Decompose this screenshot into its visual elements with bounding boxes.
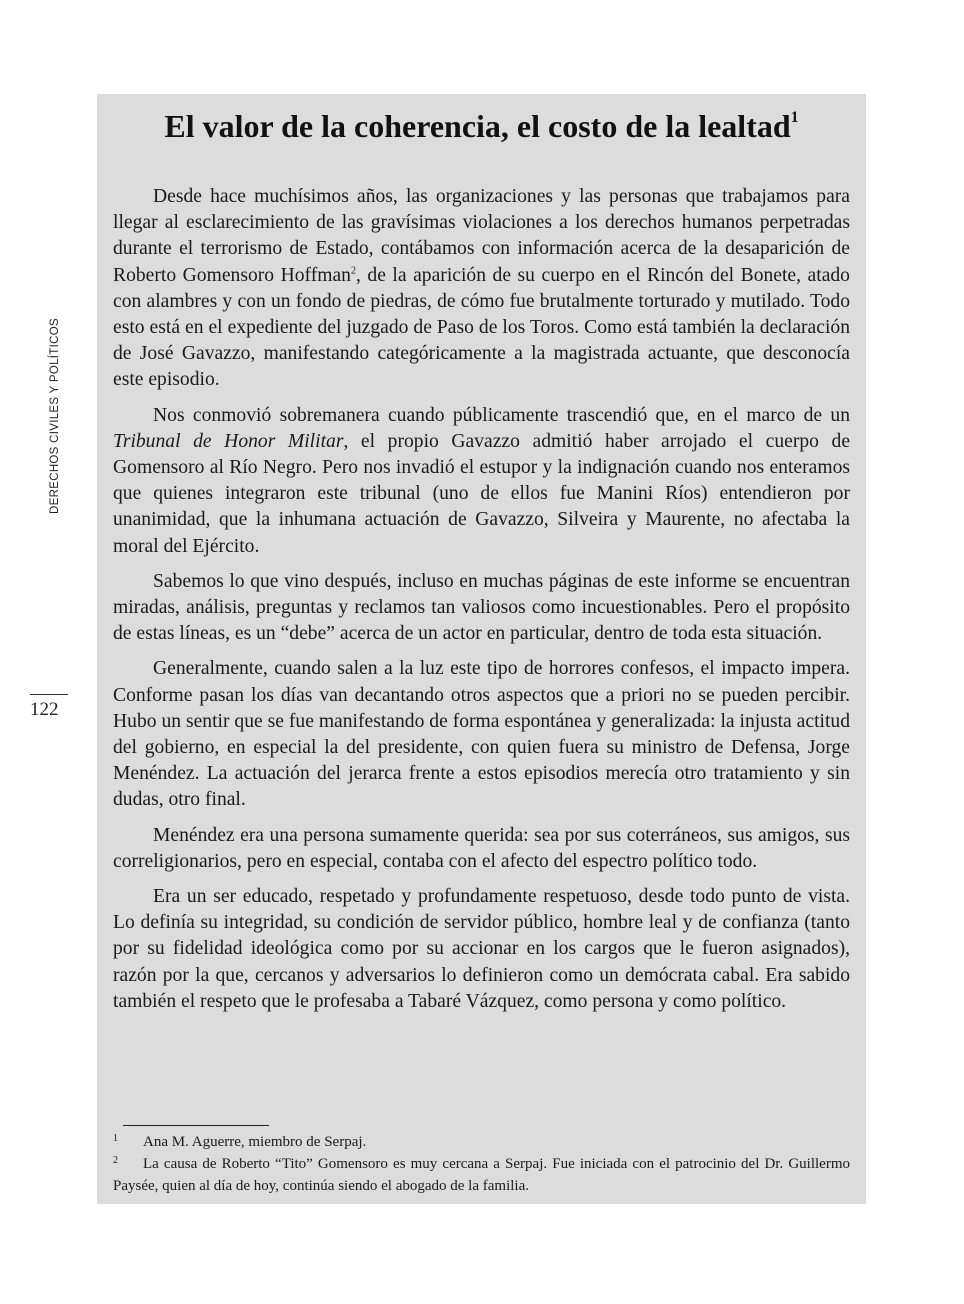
- footnote-ref-2: 2: [350, 265, 356, 277]
- paragraph-1-start: Desde hace muchísimos años, las organizaciones y las personas que trabajamos para llegar al esclarecimiento de las gravísimas violaciones a los derechos humanos perpetradas durante el terrorismo de Estado, contábamos con información acerca de la desaparición de Roberto Gomensoro Hoffman: [113, 186, 850, 286]
- footnote-2: [113, 1153, 850, 1197]
- paragraph-1: [113, 184, 850, 394]
- page-number: 122: [30, 699, 59, 720]
- footnote-text: Ana M. Aguerre, miembro de Serpaj.: [143, 1134, 367, 1150]
- tribunal-name: Tribunal de Honor Militar: [113, 430, 344, 452]
- page-number-rule: [30, 694, 68, 695]
- paragraph-3: Sabemos lo que vino después, incluso en muchas páginas de este informe se encuentran miradas, análisis, preguntas y reclamos tan valiosos como incuestionables. Pero el propósito de estas líneas, es un “debe” acerca de un actor en particular, dentro de toda esta situación.: [113, 570, 850, 645]
- title-footnote-ref: 1: [790, 109, 799, 127]
- article-body: [113, 184, 850, 1024]
- footnote-number: 1: [113, 1133, 118, 1144]
- footnote-separator: [123, 1125, 269, 1126]
- running-header-vertical: [47, 318, 63, 513]
- section-label: DERECHOS CIVILES Y POLÍTICOS: [49, 317, 61, 514]
- paragraph-2-end: , el propio Gavazzo admitió haber arrojado el cuerpo de Gomensoro al Río Negro. Pero nos invadió el estupor y la indignación cuando nos enteramos que quienes integraron este tribunal (uno de ellos fue Manini Ríos) entendieron por unanimidad, que la inhumana actuación de Gavazzo, Silveira y Maurente, no afectaba la moral del Ejército.: [113, 430, 851, 557]
- article-box: [97, 94, 866, 1204]
- paragraph-5: Menéndez era una persona sumamente querida: sea por sus coterráneos, sus amigos, sus correligionarios, pero en especial, contaba con el afecto del espectro político todo.: [113, 824, 850, 872]
- article-title: [97, 108, 866, 145]
- paragraph-2: [113, 403, 850, 560]
- title-text: El valor de la coherencia, el costo de la lealtad: [164, 108, 791, 144]
- paragraph-4: Generalmente, cuando salen a la luz este tipo de horrores confesos, el impacto impera. Conforme pasan los días van decantando otros aspectos que a priori no se pueden percibir. Hubo un sentir que se fue manifestando de forma espontánea y generalizada: la injusta actitud del gobierno, en especial la del presidente, con quien fuera su ministro de Defensa, Jorge Menéndez. La actuación del jerarca frente a estos episodios merecía otro tratamiento y sin dudas, otro final.: [113, 658, 850, 811]
- footnote-1: [113, 1131, 850, 1153]
- paragraph-2-start: Nos conmovió sobremanera cuando públicamente trascendió que, en el marco de un: [153, 404, 850, 426]
- footnote-number: 2: [113, 1155, 118, 1166]
- footnote-text: La causa de Roberto “Tito” Gomensoro es muy cercana a Serpaj. Fue iniciada con el patrocinio del Dr. Guillermo Paysée, quien al día de hoy, continúa siendo el abogado de la familia.: [113, 1156, 850, 1194]
- paragraph-1-end: , de la aparición de su cuerpo en el Rincón del Bonete, atado con alambres y con un fondo de piedras, de cómo fue brutalmente torturado y mutilado. Todo esto está en el expediente del juzgado de Paso de los Toros. Como está también la declaración de José Gavazzo, manifestando categóricamente a la magistrada actuante, que desconocía este episodio.: [113, 264, 850, 391]
- footnotes: [113, 1131, 850, 1197]
- paragraph-6: Era un ser educado, respetado y profundamente respetuoso, desde todo punto de vista. Lo definía su integridad, su condición de servidor público, hombre leal y de confianza (tanto por su fidelidad ideológica como por su accionar en los cargos que le fueron asignados), razón por la que, cercanos y adversarios lo definieron como un demócrata cabal. Era sabido también el respeto que le profesaba a Tabaré Vázquez, como persona y como político.: [113, 886, 850, 1012]
